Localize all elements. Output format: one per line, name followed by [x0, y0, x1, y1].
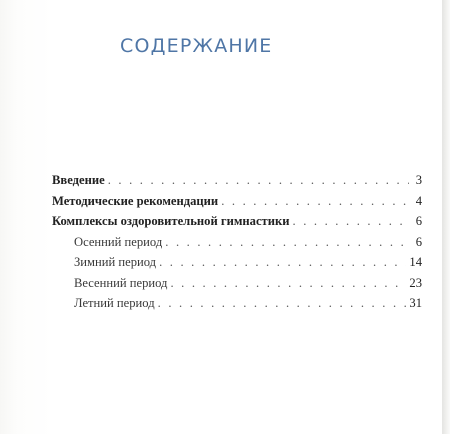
- table-of-contents: [52, 173, 422, 317]
- toc-entry-autumn-period[interactable]: [52, 235, 422, 256]
- toc-entry-page-number: 6: [415, 234, 422, 249]
- dot-leader: [165, 235, 409, 250]
- toc-entry-label: Комплексы оздоровительной гимнастики: [52, 214, 290, 228]
- toc-entry-page-number: 4: [415, 193, 422, 208]
- toc-entry-label: Методические рекомендации: [52, 193, 219, 208]
- toc-entry-label: Летний период: [74, 296, 155, 310]
- toc-entry-summer-period[interactable]: [52, 296, 422, 317]
- toc-entry-gymnastics-complexes[interactable]: [52, 214, 422, 235]
- toc-entry-page-number: 23: [409, 275, 422, 290]
- toc-entry-label: Введение: [52, 173, 105, 187]
- toc-entry-page-number: 6: [415, 214, 422, 228]
- page-edge-shadow: [442, 0, 450, 434]
- toc-entry-label: Осенний период: [74, 234, 163, 249]
- toc-entry-page-number: 14: [409, 255, 422, 269]
- page-title: СОДЕРЖАНИЕ: [120, 35, 273, 57]
- dot-leader: [158, 296, 407, 311]
- dot-leader: [159, 255, 406, 270]
- toc-entry-introduction[interactable]: [52, 173, 422, 194]
- dot-leader: [170, 276, 406, 291]
- dot-leader: [221, 194, 409, 209]
- toc-entry-page-number: 3: [415, 173, 422, 187]
- toc-entry-label: Весенний период: [74, 275, 168, 290]
- toc-entry-winter-period[interactable]: [52, 255, 422, 276]
- dot-leader: [108, 173, 409, 188]
- toc-entry-label: Зимний период: [74, 255, 157, 269]
- toc-entry-spring-period[interactable]: [52, 276, 422, 297]
- toc-entry-page-number: 31: [409, 296, 422, 310]
- dot-leader: [293, 214, 409, 229]
- toc-entry-methodical-recommendations[interactable]: [52, 194, 422, 215]
